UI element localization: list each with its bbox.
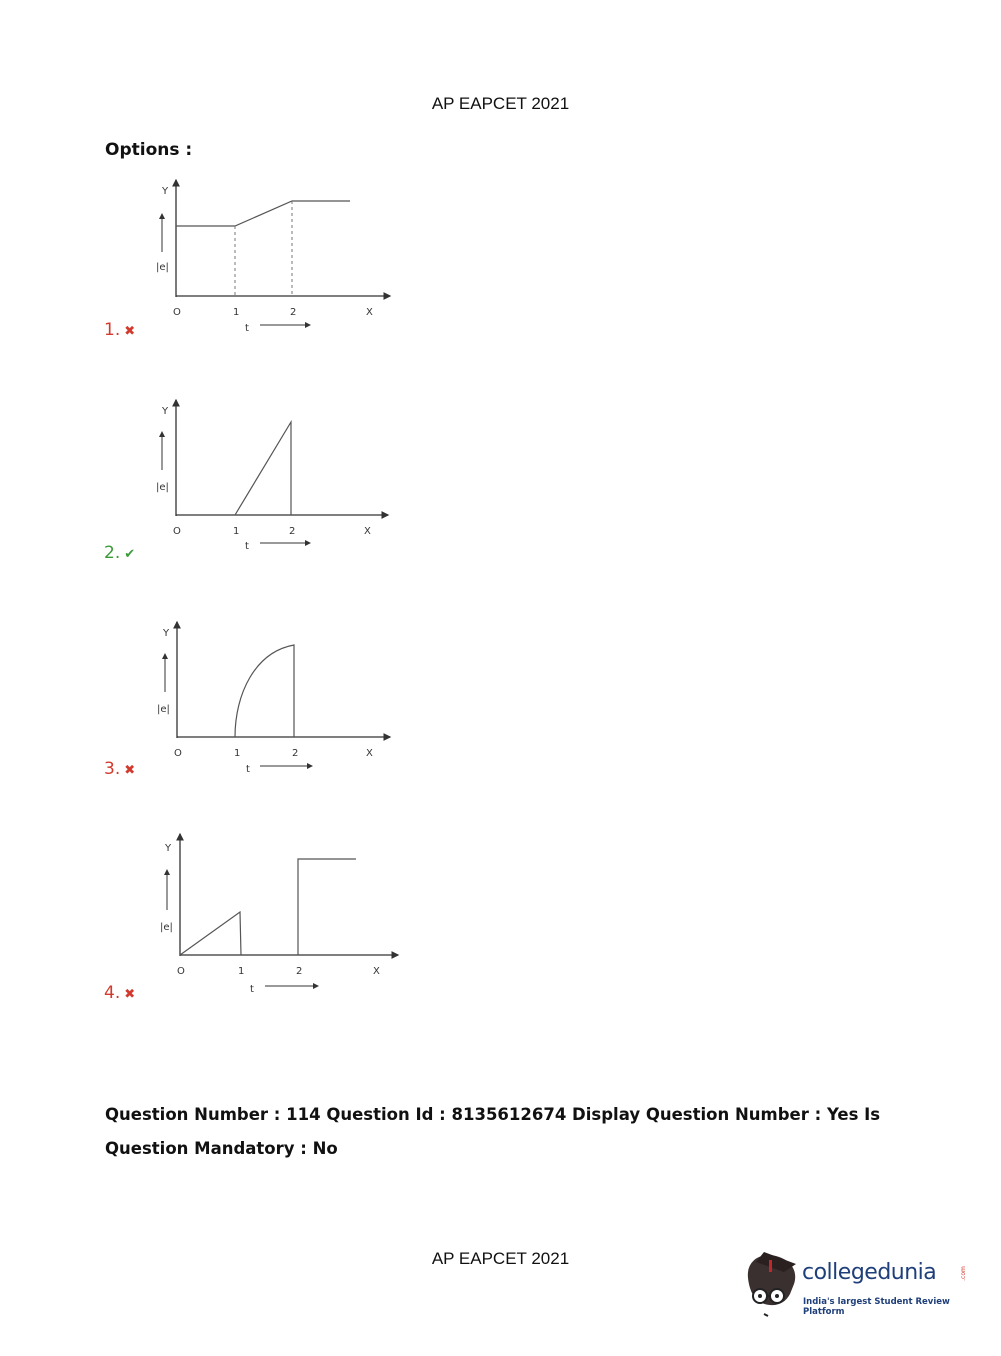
x-axis-label: X bbox=[366, 748, 373, 759]
option-4-number: 4. ✖ bbox=[104, 983, 136, 1003]
x-axis-label: X bbox=[364, 526, 371, 537]
tick-2-label: 2 bbox=[292, 748, 299, 759]
x-axis-label: X bbox=[373, 966, 380, 977]
mascot-icon bbox=[742, 1250, 802, 1320]
tick-1-label: 1 bbox=[233, 526, 240, 537]
origin-label: O bbox=[177, 966, 185, 977]
y-axis-label: Y bbox=[165, 843, 172, 854]
emf-label: |e| bbox=[160, 922, 173, 933]
t-label: t bbox=[245, 323, 249, 334]
tick-2-label: 2 bbox=[296, 966, 303, 977]
y-axis-label: Y bbox=[162, 406, 169, 417]
wrong-icon: ✖ bbox=[124, 987, 136, 1002]
collegedunia-logo[interactable] bbox=[742, 1250, 972, 1320]
emf-label: |e| bbox=[157, 704, 170, 715]
logo-tagline: India's largest Student Review Platform bbox=[803, 1297, 950, 1317]
option-1-number: 1. ✖ bbox=[104, 320, 136, 340]
emf-curve bbox=[235, 645, 294, 737]
tick-1-label: 1 bbox=[233, 307, 240, 318]
emf-curve-step bbox=[298, 859, 356, 955]
t-label: t bbox=[246, 764, 250, 775]
option-3-graph bbox=[140, 614, 410, 789]
t-label: t bbox=[250, 984, 254, 995]
tick-1-label: 1 bbox=[238, 966, 245, 977]
emf-label: |e| bbox=[156, 482, 169, 493]
tick-2-label: 2 bbox=[289, 526, 296, 537]
origin-label: O bbox=[173, 526, 181, 537]
check-icon: ✔ bbox=[124, 547, 136, 562]
emf-curve-ramp bbox=[180, 912, 241, 955]
page-footer: AP EAPCET 2021 bbox=[431, 1249, 570, 1268]
option-1-graph bbox=[140, 172, 410, 347]
page-header: AP EAPCET 2021 bbox=[431, 94, 570, 113]
option-2-number: 2. ✔ bbox=[104, 543, 136, 563]
option-3-number: 3. ✖ bbox=[104, 759, 136, 779]
options-label: Options : bbox=[105, 140, 193, 160]
emf-label: |e| bbox=[156, 262, 169, 273]
y-axis-label: Y bbox=[162, 186, 169, 197]
option-4-graph bbox=[140, 830, 410, 1005]
option-2-graph bbox=[140, 392, 410, 567]
tick-2-label: 2 bbox=[290, 307, 297, 318]
y-axis-label: Y bbox=[163, 628, 170, 639]
tick-1-label: 1 bbox=[234, 748, 241, 759]
question-info: Question Number : 114 Question Id : 8135612674 Display Question Number : Yes Is Question Mandatory : No bbox=[105, 1105, 881, 1158]
logo-name: collegedunia bbox=[802, 1260, 937, 1285]
origin-label: O bbox=[174, 748, 182, 759]
x-axis-label: X bbox=[366, 307, 373, 318]
wrong-icon: ✖ bbox=[124, 324, 136, 339]
wrong-icon: ✖ bbox=[124, 763, 136, 778]
t-label: t bbox=[245, 541, 249, 552]
emf-curve bbox=[235, 422, 291, 515]
origin-label: O bbox=[173, 307, 181, 318]
logo-suffix: .com bbox=[959, 1266, 967, 1281]
emf-curve bbox=[176, 201, 350, 226]
